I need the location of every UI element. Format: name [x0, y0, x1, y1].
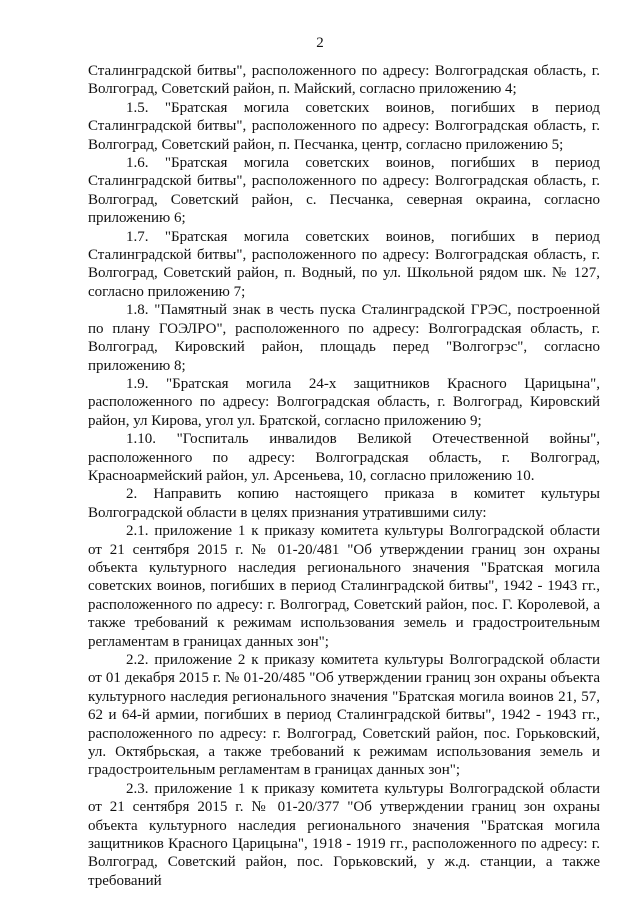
paragraph-continuation: Сталинградской битвы", расположенного по адресу: Волгоградская область, г. Волгоград, Советский район, п. Майский, согласно приложению 4;	[88, 63, 600, 98]
paragraph-1-7: 1.7. "Братская могила советских воинов, погибших в период Сталинградской битвы", расположенного по адресу: Волгоградская область, г. Волгоград, Советский район, п. Водный, по ул. Школьной рядом шк. № 127, согласно приложению 7;	[88, 228, 600, 300]
paragraph-1-9: 1.9. "Братская могила 24-х защитников Красного Царицына", расположенного по адресу: Волгоградская область, г. Волгоград, Кировский район, ул Кирова, угол ул. Братской, согласно приложению 9;	[88, 375, 600, 429]
paragraph-2-2: 2.2. приложение 2 к приказу комитета культуры Волгоградской области от 01 декабря 2015 г. № 01-20/485 "Об утверждении границ зон охраны объекта культурного наследия регионального значения "Братская могила воинов 21, 57, 62 и 64-й армии, погибших в период Сталинградской битвы", 1942 - 1943 гг., расположенного по адресу: г. Волгоград, Советский район, пос. Горьковский, ул. Октябрьская, а также требований к режимам использования земель и градостроительным регламентам в границах данных зон";	[88, 652, 600, 779]
paragraph-1-10: 1.10. "Госпиталь инвалидов Великой Отечественной войны", расположенного по адресу: Волгоградская область, г. Волгоград, Красноармейский район, ул. Арсеньева, 10, согласно приложению 10.	[88, 431, 600, 484]
paragraph-2-1: 2.1. приложение 1 к приказу комитета культуры Волгоградской области от 21 сентября 2015 г. № 01-20/481 "Об утверждении границ зон охраны объекта культурного наследия регионального значения "Братская могила советских воинов, погибших в период Сталинградской битвы", 1942 - 1943 гг., расположенного по адресу: г. Волгоград, Советский район, пос. Г. Королевой, а также требований к режимам использования земель и градостроительным регламентам в границах данных зон";	[88, 523, 600, 650]
document-body	[88, 62, 600, 890]
paragraph-1-6: 1.6. "Братская могила советских воинов, погибших в период Сталинградской битвы", расположенного по адресу: Волгоградская область, г. Волгоград, Советский район, с. Песчанка, северная окраина, согласно приложению 6;	[88, 155, 600, 227]
page-number: 2	[316, 35, 324, 51]
paragraph-1-8: 1.8. "Памятный знак в честь пуска Сталинградской ГРЭС, построенной по плану ГОЭЛРО", расположенного по адресу: Волгоградская область, г. Волгоград, Кировский район, площадь перед "Волгогрэс", согласно приложению 8;	[88, 302, 600, 374]
paragraph-2-3: 2.3. приложение 1 к приказу комитета культуры Волгоградской области от 21 сентября 2015 г. № 01-20/377 "Об утверждении границ зон охраны объекта культурного наследия регионального значения "Братская могила защитников Красного Царицына", 1918 - 1919 гг., расположенного по адресу: г. Волгоград, Советский район, пос. Горьковский, у ж.д. станции, а также требований	[88, 780, 600, 889]
paragraph-1-5: 1.5. "Братская могила советских воинов, погибших в период Сталинградской битвы", расположенного по адресу: Волгоградская область, г. Волгоград, Советский район, п. Песчанка, центр, согласно приложению 5;	[88, 99, 600, 153]
paragraph-2: 2. Направить копию настоящего приказа в комитет культуры Волгоградской области в целях признания утратившими силу:	[88, 486, 600, 521]
